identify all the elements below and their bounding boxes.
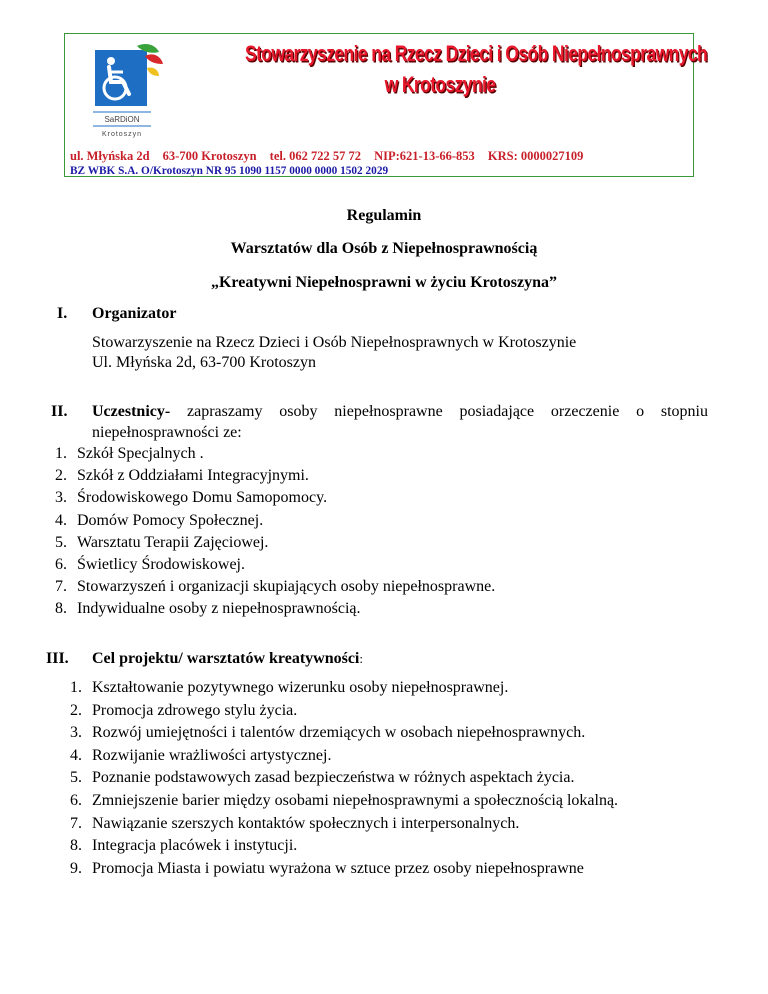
organization-name bbox=[245, 38, 708, 100]
participant-item: Świetlicy Środowiskowej. bbox=[77, 556, 245, 573]
title-line-2: w Krotoszynie bbox=[384, 72, 496, 97]
title-line-1: Stowarzyszenie na Rzecz Dzieci i Osób Niepełnosprawnych bbox=[245, 41, 708, 66]
participant-item: Szkół Specjalnych . bbox=[77, 445, 204, 462]
goal-item: Rozwój umiejętności i talentów drzemiących w osobach niepełnosprawnych. bbox=[92, 724, 586, 742]
participant-item-number: 5. bbox=[55, 533, 67, 551]
goal-item-number: 8. bbox=[70, 837, 82, 855]
section-3-heading: Cel projektu/ warsztatów kreatywności bbox=[92, 650, 360, 667]
bank-account: BZ WBK S.A. O/Krotoszyn NR 95 1090 1157 0000 0000 1502 2029 bbox=[70, 165, 389, 177]
phone: tel. 062 722 57 72 bbox=[269, 149, 361, 163]
section-1-heading: Organizator bbox=[92, 305, 177, 322]
participant-item: Indywidualne osoby z niepełnosprawnością. bbox=[77, 600, 361, 618]
goal-item-number: 6. bbox=[70, 792, 82, 809]
goal-item: Promocja zdrowego stylu życia. bbox=[92, 701, 298, 719]
participant-item-number: 2. bbox=[55, 467, 67, 485]
participant-item-number: 1. bbox=[55, 445, 67, 462]
participant-item-number: 4. bbox=[55, 511, 67, 529]
postal-code: 63-700 Krotoszyn bbox=[162, 149, 257, 163]
section-3-title bbox=[92, 650, 363, 668]
participant-item-number: 7. bbox=[55, 578, 67, 596]
section-2-intro-text: zapraszamy osoby niepełnosprawne posiadające orzeczenie o stopniu bbox=[186, 403, 709, 420]
doc-title-warsztaty: Warsztatów dla Osób z Niepełnosprawnością bbox=[230, 240, 538, 257]
goal-item-number: 4. bbox=[70, 746, 82, 764]
goal-item: Nawiązanie szerszych kontaktów społecznych i interpersonalnych. bbox=[92, 814, 520, 832]
participant-item-number: 6. bbox=[55, 556, 67, 573]
goal-item: Kształtowanie pozytywnego wizerunku osoby niepełnosprawnej. bbox=[92, 679, 509, 696]
organizer-address: Ul. Młyńska 2d, 63-700 Krotoszyn bbox=[92, 354, 316, 371]
sardion-logo bbox=[89, 42, 167, 142]
krs: KRS: 0000027109 bbox=[487, 149, 584, 163]
goal-item-number: 9. bbox=[70, 859, 82, 877]
goal-item: Zmniejszenie barier między osobami niepełnosprawnymi a społecznością lokalną. bbox=[92, 792, 619, 809]
participant-item: Stowarzyszeń i organizacji skupiających osoby niepełnosprawne. bbox=[77, 578, 496, 596]
section-1-number: I. bbox=[57, 305, 68, 322]
organizer-name: Stowarzyszenie na Rzecz Dzieci i Osób Niepełnosprawnych w Krotoszynie bbox=[92, 334, 577, 351]
letterhead bbox=[64, 33, 708, 177]
participant-item: Warsztatu Terapii Zajęciowej. bbox=[77, 533, 269, 551]
contact-line bbox=[70, 149, 593, 164]
doc-title-project: „Kreatywni Niepełnosprawni w życiu Krotoszyna” bbox=[210, 274, 558, 291]
section-2-intro-cont: niepełnosprawności ze: bbox=[92, 424, 242, 441]
participant-item-number: 8. bbox=[55, 600, 67, 618]
section-3-number: III. bbox=[46, 650, 69, 667]
goal-item-number: 1. bbox=[70, 679, 82, 696]
section-2-heading: Uczestnicy- bbox=[92, 403, 171, 420]
section-2-intro bbox=[92, 403, 708, 421]
svg-text:Krotoszyn: Krotoszyn bbox=[101, 131, 143, 138]
goal-item: Integracja placówek i instytucji. bbox=[92, 837, 298, 855]
goal-item: Rozwijanie wrażliwości artystycznej. bbox=[92, 746, 332, 764]
participant-item: Domów Pomocy Społecznej. bbox=[77, 511, 264, 529]
participant-item-number: 3. bbox=[55, 489, 67, 507]
goal-item: Poznanie podstawowych zasad bezpieczeństwa w różnych aspektach życia. bbox=[92, 769, 575, 787]
goal-item-number: 3. bbox=[70, 724, 82, 742]
participant-item: Szkół z Oddziałami Integracyjnymi. bbox=[77, 467, 309, 485]
goal-item-number: 7. bbox=[70, 814, 82, 832]
goal-item: Promocja Miasta i powiatu wyrażona w sztuce przez osoby niepełnosprawne bbox=[92, 859, 584, 877]
address: ul. Młyńska 2d bbox=[70, 149, 150, 163]
goal-item-number: 2. bbox=[70, 701, 82, 719]
section-2-number: II. bbox=[51, 403, 68, 420]
doc-title-regulamin: Regulamin bbox=[346, 207, 422, 224]
section-3-colon: : bbox=[359, 651, 363, 666]
participant-item: Środowiskowego Domu Samopomocy. bbox=[77, 489, 328, 507]
goal-item-number: 5. bbox=[70, 769, 82, 787]
svg-text:SaRDiON: SaRDiON bbox=[104, 115, 140, 124]
nip: NIP:621-13-66-853 bbox=[374, 149, 475, 163]
